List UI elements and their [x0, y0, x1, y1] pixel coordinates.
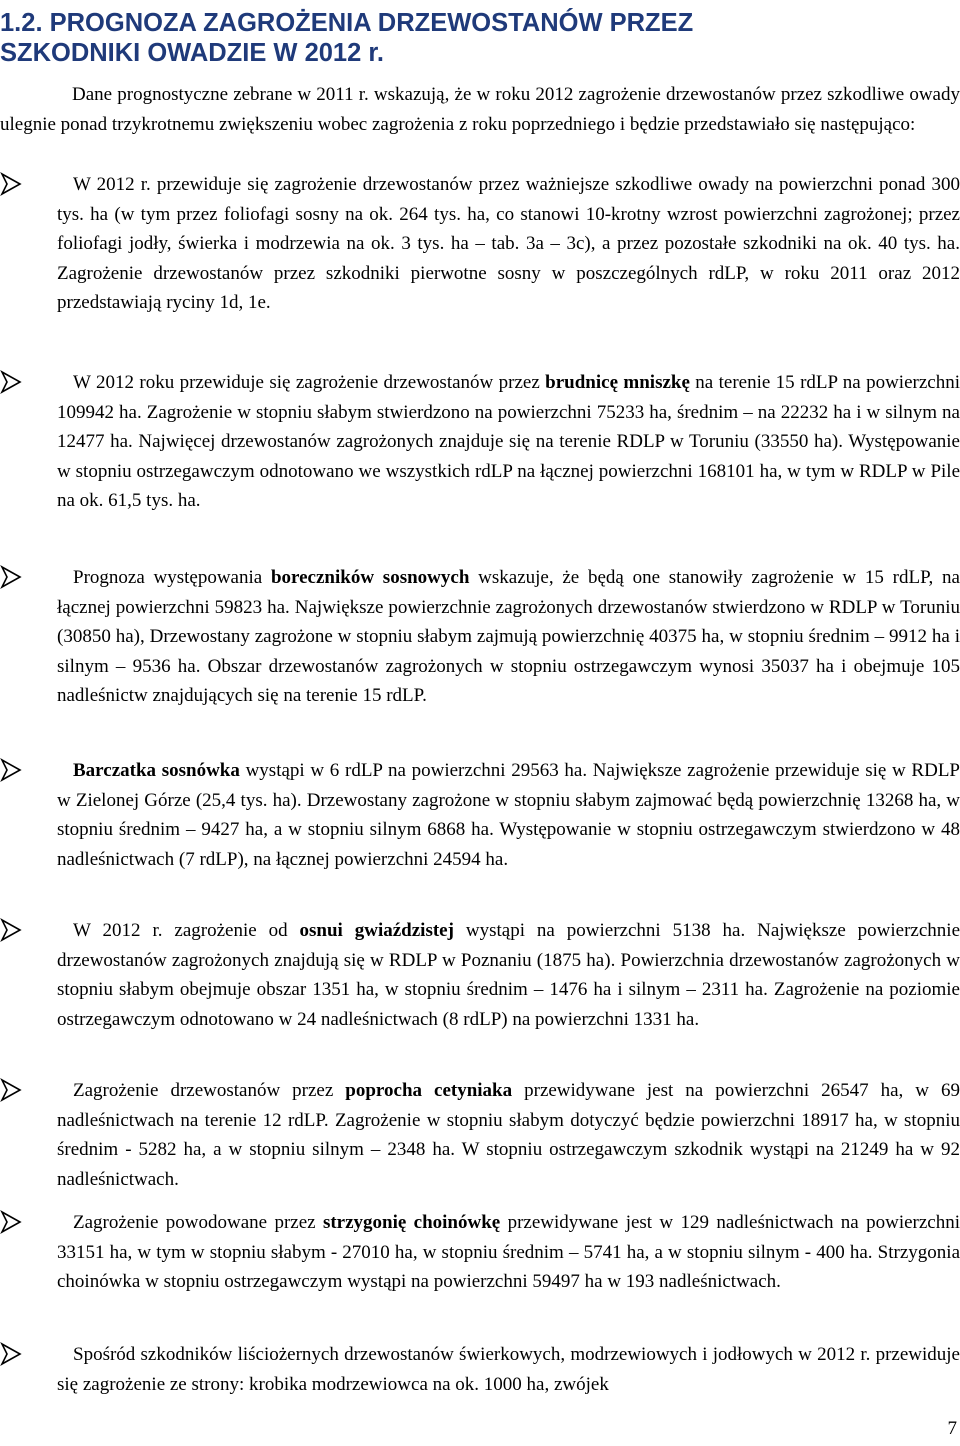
- list-item: [0, 916, 960, 1034]
- list-item-text-rest: przewidywane jest w 129 nadleśnictwach na powierzchni 33151 ha, w tym w stopniu słabym - 27010 ha, w stopniu średnim – 5741 ha, a w stopniu silnym - 400 ha. Strzygonia choinówka w stopniu ostrzegawczym wystąpi na powierzchni 59497 ha w 193 nadleśnictwach.: [57, 1212, 960, 1292]
- list-item-text-rest: wystąpi na powierzchni 5138 ha. Największe powierzchnie drzewostanów zagrożonych znajdują się w RDLP w Poznaniu (1875 ha). Powierzchnia drzewostanów zagrożonych w stopniu słabym obejmuje obszar 1351 ha, w stopniu średnim – 1476 ha i silnym – 2311 ha. Zagrożenie na poziomie ostrzegawczym odnotowano w 24 nadleśnictwach (8 rdLP) na powierzchni 1331 ha.: [57, 920, 960, 1030]
- arrowhead-bullet-icon: [0, 565, 22, 589]
- list-item-text-rest: wskazuje, że będą one stanowiły zagrożenie w 15 rdLP, na łącznej powierzchni 59823 ha. Największe powierzchnie zagrożonych drzewostanów stwierdzono w RDLP w Toruniu (30850 ha), Drzewostany zagrożone w stopniu słabym zajmują powierzchnię 40375 ha, w stopniu średnim – 9912 ha i silnym – 9536 ha. Obszar drzewostanów zagrożonych w stopniu ostrzegawczym wynosi 35037 ha i obejmuje 105 nadleśnictw znajdujących się na terenie 15 rdLP.: [57, 567, 960, 706]
- arrowhead-bullet-icon: [0, 1078, 22, 1102]
- list-item-text: [57, 1208, 960, 1297]
- list-item: [0, 1208, 960, 1297]
- arrowhead-bullet-icon: [0, 918, 22, 942]
- list-item-text: W 2012 r. przewiduje się zagrożenie drzewostanów przez ważniejsze szkodliwe owady na powierzchni ponad 300 tys. ha (w tym przez foliofagi sosny na ok. 264 tys. ha, co stanowi 10-krotny wzrost powierzchni zagrożonej; przez foliofagi jodły, świerka i modrzewia na ok. 3 tys. ha – tab. 3a – 3c), a przez pozostałe szkodniki na ok. 40 tys. ha. Zagrożenie drzewostanów przez szkodniki pierwotne sosny w poszczególnych rdLP, w roku 2011 oraz 2012 przedstawiają ryciny 1d, 1e.: [57, 174, 960, 313]
- section-heading: [0, 8, 900, 68]
- list-item: [0, 170, 960, 318]
- list-item-text-lead: Zagrożenie drzewostanów przez: [73, 1080, 346, 1101]
- list-item: [0, 368, 960, 516]
- list-item: [0, 1076, 960, 1194]
- list-item-text: [57, 1076, 960, 1194]
- list-item-text-lead: W 2012 r. zagrożenie od: [73, 920, 300, 941]
- list-item: [0, 1340, 960, 1399]
- pest-name: Barczatka sosnówka: [73, 760, 240, 781]
- list-item-text: [57, 756, 960, 874]
- pest-name: strzygonię choinówkę: [322, 1212, 501, 1233]
- page-number: 7: [947, 1418, 957, 1439]
- list-item: [0, 563, 960, 711]
- arrowhead-bullet-icon: [0, 370, 22, 394]
- pest-name: poprocha cetyniaka: [345, 1080, 513, 1101]
- arrowhead-bullet-icon: [0, 758, 22, 782]
- section-heading-line-2: SZKODNIKI OWADZIE W 2012 r.: [0, 39, 384, 67]
- pest-name: brudnicę mniszkę: [545, 372, 690, 393]
- list-item-text-rest: przewidywane jest na powierzchni 26547 ha, w 69 nadleśnictwach na terenie 12 rdLP. Zagrożenie w stopniu słabym dotyczyć będzie powierzchni 18917 ha, w stopniu średnim - 5282 ha, a w stopniu silnym – 2348 ha. W stopniu ostrzegawczym szkodnik wystąpi na 21249 ha w 92 nadleśnictwach.: [57, 1080, 960, 1190]
- pest-name: boreczników sosnowych: [270, 567, 470, 588]
- list-item-text: Spośród szkodników liściożernych drzewostanów świerkowych, modrzewiowych i jodłowych w 2012 r. przewiduje się zagrożenie ze strony: krobika modrzewiowca na ok. 1000 ha, zwójek: [57, 1344, 960, 1395]
- arrowhead-bullet-icon: [0, 1210, 22, 1234]
- list-item-text-lead: Prognoza występowania: [73, 567, 271, 588]
- list-item-text: [57, 916, 960, 1034]
- list-item-text-rest: na terenie 15 rdLP na powierzchni 109942 ha. Zagrożenie w stopniu słabym stwierdzono na powierzchni 75233 ha, średnim – na 22232 ha i w silnym na 12477 ha. Najwięcej drzewostanów zagrożonych znajduje się na terenie RDLP w Toruniu (33550 ha). Występowanie w stopniu ostrzegawczym odnotowano we wszystkich rdLP na łącznej powierzchni 168101 ha, w tym w RDLP w Pile na ok. 61,5 tys. ha.: [57, 372, 960, 511]
- list-item-text-rest: wystąpi w 6 rdLP na powierzchni 29563 ha. Największe zagrożenie przewiduje się w RDLP w Zielonej Górze (25,4 tys. ha). Drzewostany zagrożone w stopniu słabym zajmować będą powierzchnię 13268 ha, w stopniu średnim – 9427 ha, a w stopniu silnym 6868 ha. Występowanie w stopniu ostrzegawczym stwierdzono w 48 nadleśnictwach (7 rdLP), na łącznej powierzchni 24594 ha.: [57, 760, 960, 870]
- intro-paragraph: Dane prognostyczne zebrane w 2011 r. wskazują, że w roku 2012 zagrożenie drzewostanów przez szkodliwe owady ulegnie ponad trzykrotnemu zwiększeniu wobec zagrożenia z roku poprzedniego i będzie przedstawiało się następująco:: [0, 84, 960, 135]
- pest-name: osnui gwiaździstej: [299, 920, 454, 941]
- section-heading-line-1: 1.2. PROGNOZA ZAGROŻENIA DRZEWOSTANÓW PRZEZ: [0, 9, 694, 37]
- list-item-text-lead: Zagrożenie powodowane przez: [73, 1212, 323, 1233]
- list-item-text: [57, 368, 960, 516]
- list-item-text: [57, 563, 960, 711]
- list-item-text-lead: W 2012 roku przewiduje się zagrożenie drzewostanów przez: [73, 372, 546, 393]
- list-item: [0, 756, 960, 874]
- arrowhead-bullet-icon: [0, 172, 22, 196]
- arrowhead-bullet-icon: [0, 1342, 22, 1366]
